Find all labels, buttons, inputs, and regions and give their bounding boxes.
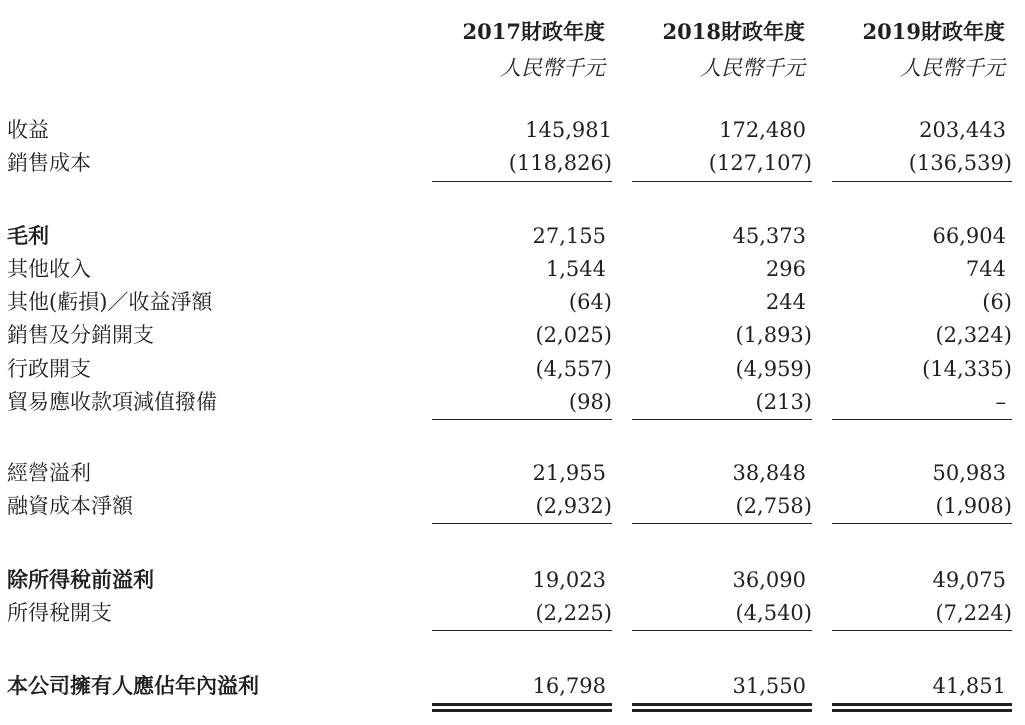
cell-value: 41,851 — [932, 674, 1006, 698]
cell-value: 21,955 — [532, 461, 606, 485]
cell-value: (14,335) — [922, 357, 1012, 381]
cell-value: – — [995, 390, 1006, 414]
row-label-profit-for-year: 本公司擁有人應佔年內溢利 — [7, 673, 259, 698]
subtotal-rule — [632, 181, 812, 182]
row-label-income-tax: 所得稅開支 — [7, 601, 112, 625]
row-label-cost-of-sales: 銷售成本 — [7, 151, 91, 175]
cell-value: 19,023 — [532, 568, 606, 592]
cell-value: (2,324) — [935, 323, 1012, 347]
row-label-selling-expenses: 銷售及分銷開支 — [7, 323, 154, 347]
cell-value: 27,155 — [532, 224, 606, 248]
cell-value: (4,959) — [735, 357, 812, 381]
cell-value: 1,544 — [545, 257, 606, 281]
cell-value: (4,557) — [535, 357, 612, 381]
row-label-impairment: 貿易應收款項減值撥備 — [7, 390, 217, 414]
subtotal-rule — [432, 181, 612, 182]
cell-value: (2,025) — [535, 323, 612, 347]
cell-value: (2,225) — [535, 601, 612, 625]
year-label: 2019財政年度 — [862, 19, 1005, 44]
subtotal-rule — [432, 630, 612, 631]
year-label: 2017財政年度 — [462, 19, 605, 44]
cell-value: 45,373 — [732, 224, 806, 248]
cell-value: 145,981 — [525, 118, 612, 142]
row-label-operating-profit: 經營溢利 — [7, 461, 91, 485]
row-label-other-gains-losses: 其他(虧損)／收益淨額 — [7, 290, 213, 314]
cell-value: 49,075 — [932, 568, 1006, 592]
cell-value: (1,893) — [735, 323, 812, 347]
cell-value: 66,904 — [932, 224, 1006, 248]
cell-value: 36,090 — [732, 568, 806, 592]
cell-value: (213) — [755, 390, 812, 414]
cell-value: (136,539) — [908, 151, 1012, 175]
cell-value: 744 — [965, 257, 1006, 281]
cell-value: (127,107) — [708, 151, 812, 175]
unit-label: 人民幣千元 — [500, 56, 605, 80]
row-label-revenue: 收益 — [7, 118, 49, 142]
row-label-other-income: 其他收入 — [7, 257, 91, 281]
cell-value: (4,540) — [735, 601, 812, 625]
subtotal-rule — [432, 523, 612, 524]
cell-value: 172,480 — [719, 118, 806, 142]
subtotal-rule — [632, 523, 812, 524]
row-label-finance-costs: 融資成本淨額 — [7, 494, 133, 518]
cell-value: (118,826) — [508, 151, 612, 175]
cell-value: (1,908) — [935, 494, 1012, 518]
subtotal-rule — [832, 523, 1012, 524]
cell-value: (6) — [982, 290, 1012, 314]
cell-value: 296 — [765, 257, 806, 281]
cell-value: (98) — [568, 390, 612, 414]
cell-value: (7,224) — [935, 601, 1012, 625]
subtotal-rule — [632, 419, 812, 420]
unit-label: 人民幣千元 — [700, 56, 805, 80]
unit-label: 人民幣千元 — [900, 56, 1005, 80]
cell-value: 203,443 — [919, 118, 1006, 142]
subtotal-rule — [832, 181, 1012, 182]
cell-value: 31,550 — [732, 674, 806, 698]
cell-value: 244 — [765, 290, 806, 314]
year-label: 2018財政年度 — [662, 19, 805, 44]
cell-value: (2,932) — [535, 494, 612, 518]
total-double-rule — [632, 703, 812, 712]
cell-value: 50,983 — [932, 461, 1006, 485]
total-double-rule — [832, 703, 1012, 712]
cell-value: (64) — [568, 290, 612, 314]
cell-value: (2,758) — [735, 494, 812, 518]
cell-value: 38,848 — [732, 461, 806, 485]
cell-value: 16,798 — [532, 674, 606, 698]
subtotal-rule — [432, 419, 612, 420]
row-label-gross-profit: 毛利 — [7, 223, 49, 248]
subtotal-rule — [632, 630, 812, 631]
row-label-profit-before-tax: 除所得稅前溢利 — [7, 567, 154, 592]
subtotal-rule — [832, 419, 1012, 420]
subtotal-rule — [832, 630, 1012, 631]
total-double-rule — [432, 703, 612, 712]
row-label-admin-expenses: 行政開支 — [7, 357, 91, 381]
